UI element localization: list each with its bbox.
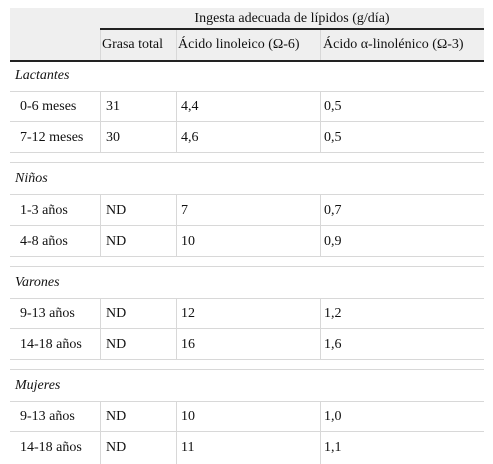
column-divider [100,30,101,60]
table-row [10,226,484,257]
column-divider [176,298,177,360]
alpha-linolenic-cell: 0,5 [324,130,342,145]
column-divider [100,401,101,464]
age-cell: 7-12 meses [20,130,84,145]
table-row [10,401,484,432]
column-header-alpha-linolenic: Ácido α-linolénico (Ω-3) [323,37,464,52]
column-divider [176,195,177,257]
section-label: Niños [15,171,48,186]
linoleic-cell: 7 [181,203,188,218]
age-cell: 9-13 años [20,409,75,424]
total-fat-cell: 30 [106,130,120,145]
alpha-linolenic-cell: 1,0 [324,409,342,424]
table-column-headers [10,30,484,62]
column-divider [176,30,177,60]
alpha-linolenic-cell: 1,2 [324,306,342,321]
alpha-linolenic-cell: 0,5 [324,99,342,114]
total-fat-cell: ND [106,440,127,455]
age-cell: 14-18 años [20,337,82,352]
linoleic-cell: 16 [181,337,195,352]
age-cell: 9-13 años [20,306,75,321]
column-divider [320,91,321,153]
column-divider [176,91,177,153]
section-label: Lactantes [15,68,70,83]
table-row [10,432,484,462]
column-divider [320,298,321,360]
age-cell: 0-6 meses [20,99,77,114]
column-divider [320,401,321,464]
section-label: Mujeres [15,378,61,393]
section-header [10,267,484,299]
total-fat-cell: ND [106,203,127,218]
alpha-linolenic-cell: 0,9 [324,234,342,249]
linoleic-cell: 4,4 [181,99,199,114]
column-header-total-fat: Grasa total [102,37,164,52]
section-label: Varones [15,275,60,290]
column-divider [100,91,101,153]
linoleic-cell: 11 [181,440,195,455]
column-divider [100,298,101,360]
table-header-group [10,8,484,30]
linoleic-cell: 10 [181,409,195,424]
total-fat-cell: ND [106,337,127,352]
column-divider [100,195,101,257]
linoleic-cell: 12 [181,306,195,321]
group-title: Ingesta adecuada de lípidos (g/día) [194,11,390,26]
linoleic-cell: 4,6 [181,130,199,145]
linoleic-cell: 10 [181,234,195,249]
column-divider [320,30,321,60]
total-fat-cell: 31 [106,99,120,114]
age-cell: 1-3 años [20,203,68,218]
alpha-linolenic-cell: 0,7 [324,203,342,218]
column-header-linoleic: Ácido linoleico (Ω-6) [178,37,300,52]
section-header [10,163,484,195]
table-row [10,195,484,226]
total-fat-cell: ND [106,234,127,249]
column-divider [320,195,321,257]
alpha-linolenic-cell: 1,6 [324,337,342,352]
table-row [10,298,484,329]
column-divider [176,401,177,464]
age-cell: 14-18 años [20,440,82,455]
section-spacer [10,153,484,163]
table-row [10,91,484,122]
section-header [10,60,484,92]
section-spacer [10,257,484,267]
table-row [10,122,484,153]
total-fat-cell: ND [106,306,127,321]
section-header [10,370,484,402]
age-cell: 4-8 años [20,234,68,249]
alpha-linolenic-cell: 1,1 [324,440,342,455]
total-fat-cell: ND [106,409,127,424]
section-spacer [10,360,484,370]
table-row [10,329,484,360]
